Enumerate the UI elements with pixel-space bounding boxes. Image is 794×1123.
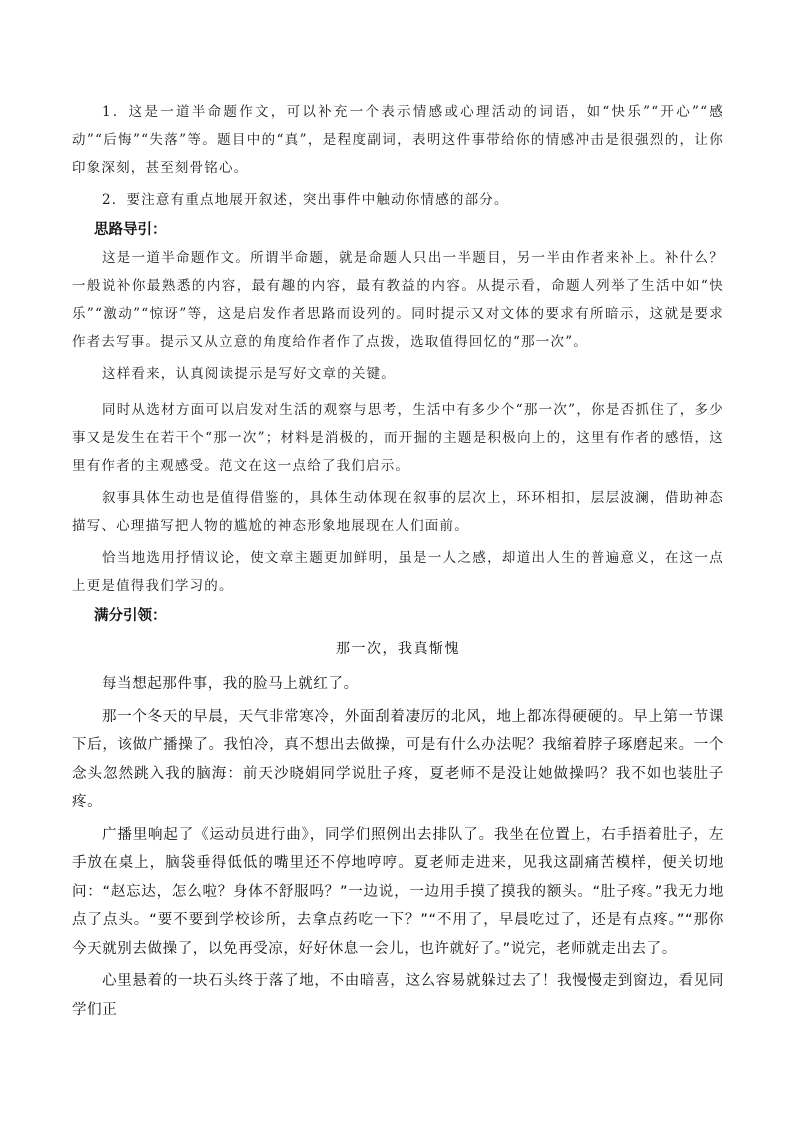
essay-paragraph: 每当想起那件事，我的脸马上就红了。 <box>102 676 359 692</box>
guide-paragraph: 同时从选材方面可以启发对生活的观察与思考，生活中有多少个“那一次”，你是否抓住了，多少事又是发生在若干个“那一次”；材料是消极的，而开掘的主题是积极向上的，这里有作者的感悟，这里有作者的主观感受。范文在这一点给了我们启示。 <box>72 402 724 474</box>
guide-heading: 思路导引： <box>94 222 167 238</box>
guide-paragraph: 这是一道半命题作文。所谓半命题，就是命题人只出一半题目，另一半由作者来补上。补什么？一般说补你最熟悉的内容，最有趣的内容，最有教益的内容。从提示看，命题人列举了生活中如“快乐”“激动”“惊讶”等，这是启发作者思路而设列的。同时提示又对文体的要求有所暗示，这就是要求作者去写事。提示又从立意的角度给作者作了点拨，选取值得回忆的“那一次”。 <box>72 250 724 350</box>
essay-paragraph: 那一个冬天的早晨，天气非常寒冷，外面刮着凄厉的北风，地上都冻得硬硬的。早上第一节课下后，该做广播操了。我怕冷，真不想出去做操，可是有什么办法呢？我缩着脖子琢磨起来。一个念头忽然跳入我的脑海：前天沙晓娟同学说肚子疼，夏老师不是没让她做操吗？我不如也装肚子疼。 <box>72 708 724 810</box>
essay-title: 那一次，我真惭愧 <box>336 641 460 657</box>
essay-paragraph: 广播里响起了《运动员进行曲》，同学们照例出去排队了。我坐在位置上，右手捂着肚子，左手放在桌上，脑袋垂得低低的嘴里还不停地哼哼。夏老师走进来，见我这副痛苦模样，便关切地问：“赵忘达，怎么啦？身体不舒服吗？”一边说，一边用手摸了摸我的额头。“肚子疼。”我无力地点了点头。“要不要到学校诊所，去拿点药吃一下？”“不用了，早晨吃过了，还是有点疼。”“那你今天就别去做操了，以免再受凉，好好休息一会儿，也许就好了。”说完，老师就走出去了。 <box>72 826 724 957</box>
guide-paragraph: 恰当地选用抒情议论，使文章主题更加鲜明，虽是一人之感，却道出人生的普遍意义，在这一点上更是值得我们学习的。 <box>72 550 724 594</box>
analysis-point-1: 1．这是一道半命题作文，可以补充一个表示情感或心理活动的词语，如“快乐”“开心”“感动”“后悔”“失落”等。题目中的“真”，是程度副词，表明这件事带给你的情感冲击是很强烈的，让你印象深刻，甚至刻骨铭心。 <box>72 104 724 176</box>
guide-paragraph: 叙事具体生动也是值得借鉴的，具体生动体现在叙事的层次上，环环相扣，层层波澜，借助神态描写、心理描写把人物的尴尬的神态形象地展现在人们面前。 <box>72 490 724 534</box>
analysis-point-2: 2．要注意有重点地展开叙述，突出事件中触动你情感的部分。 <box>102 192 509 208</box>
model-heading: 满分引领： <box>94 608 167 624</box>
guide-paragraph: 这样看来，认真阅读提示是写好文章的关键。 <box>102 366 396 382</box>
document-content <box>72 98 724 1024</box>
essay-paragraph: 心里悬着的一块石头终于落了地，不由暗喜，这么容易就躲过去了！我慢慢走到窗边，看见同学们正 <box>72 973 724 1018</box>
